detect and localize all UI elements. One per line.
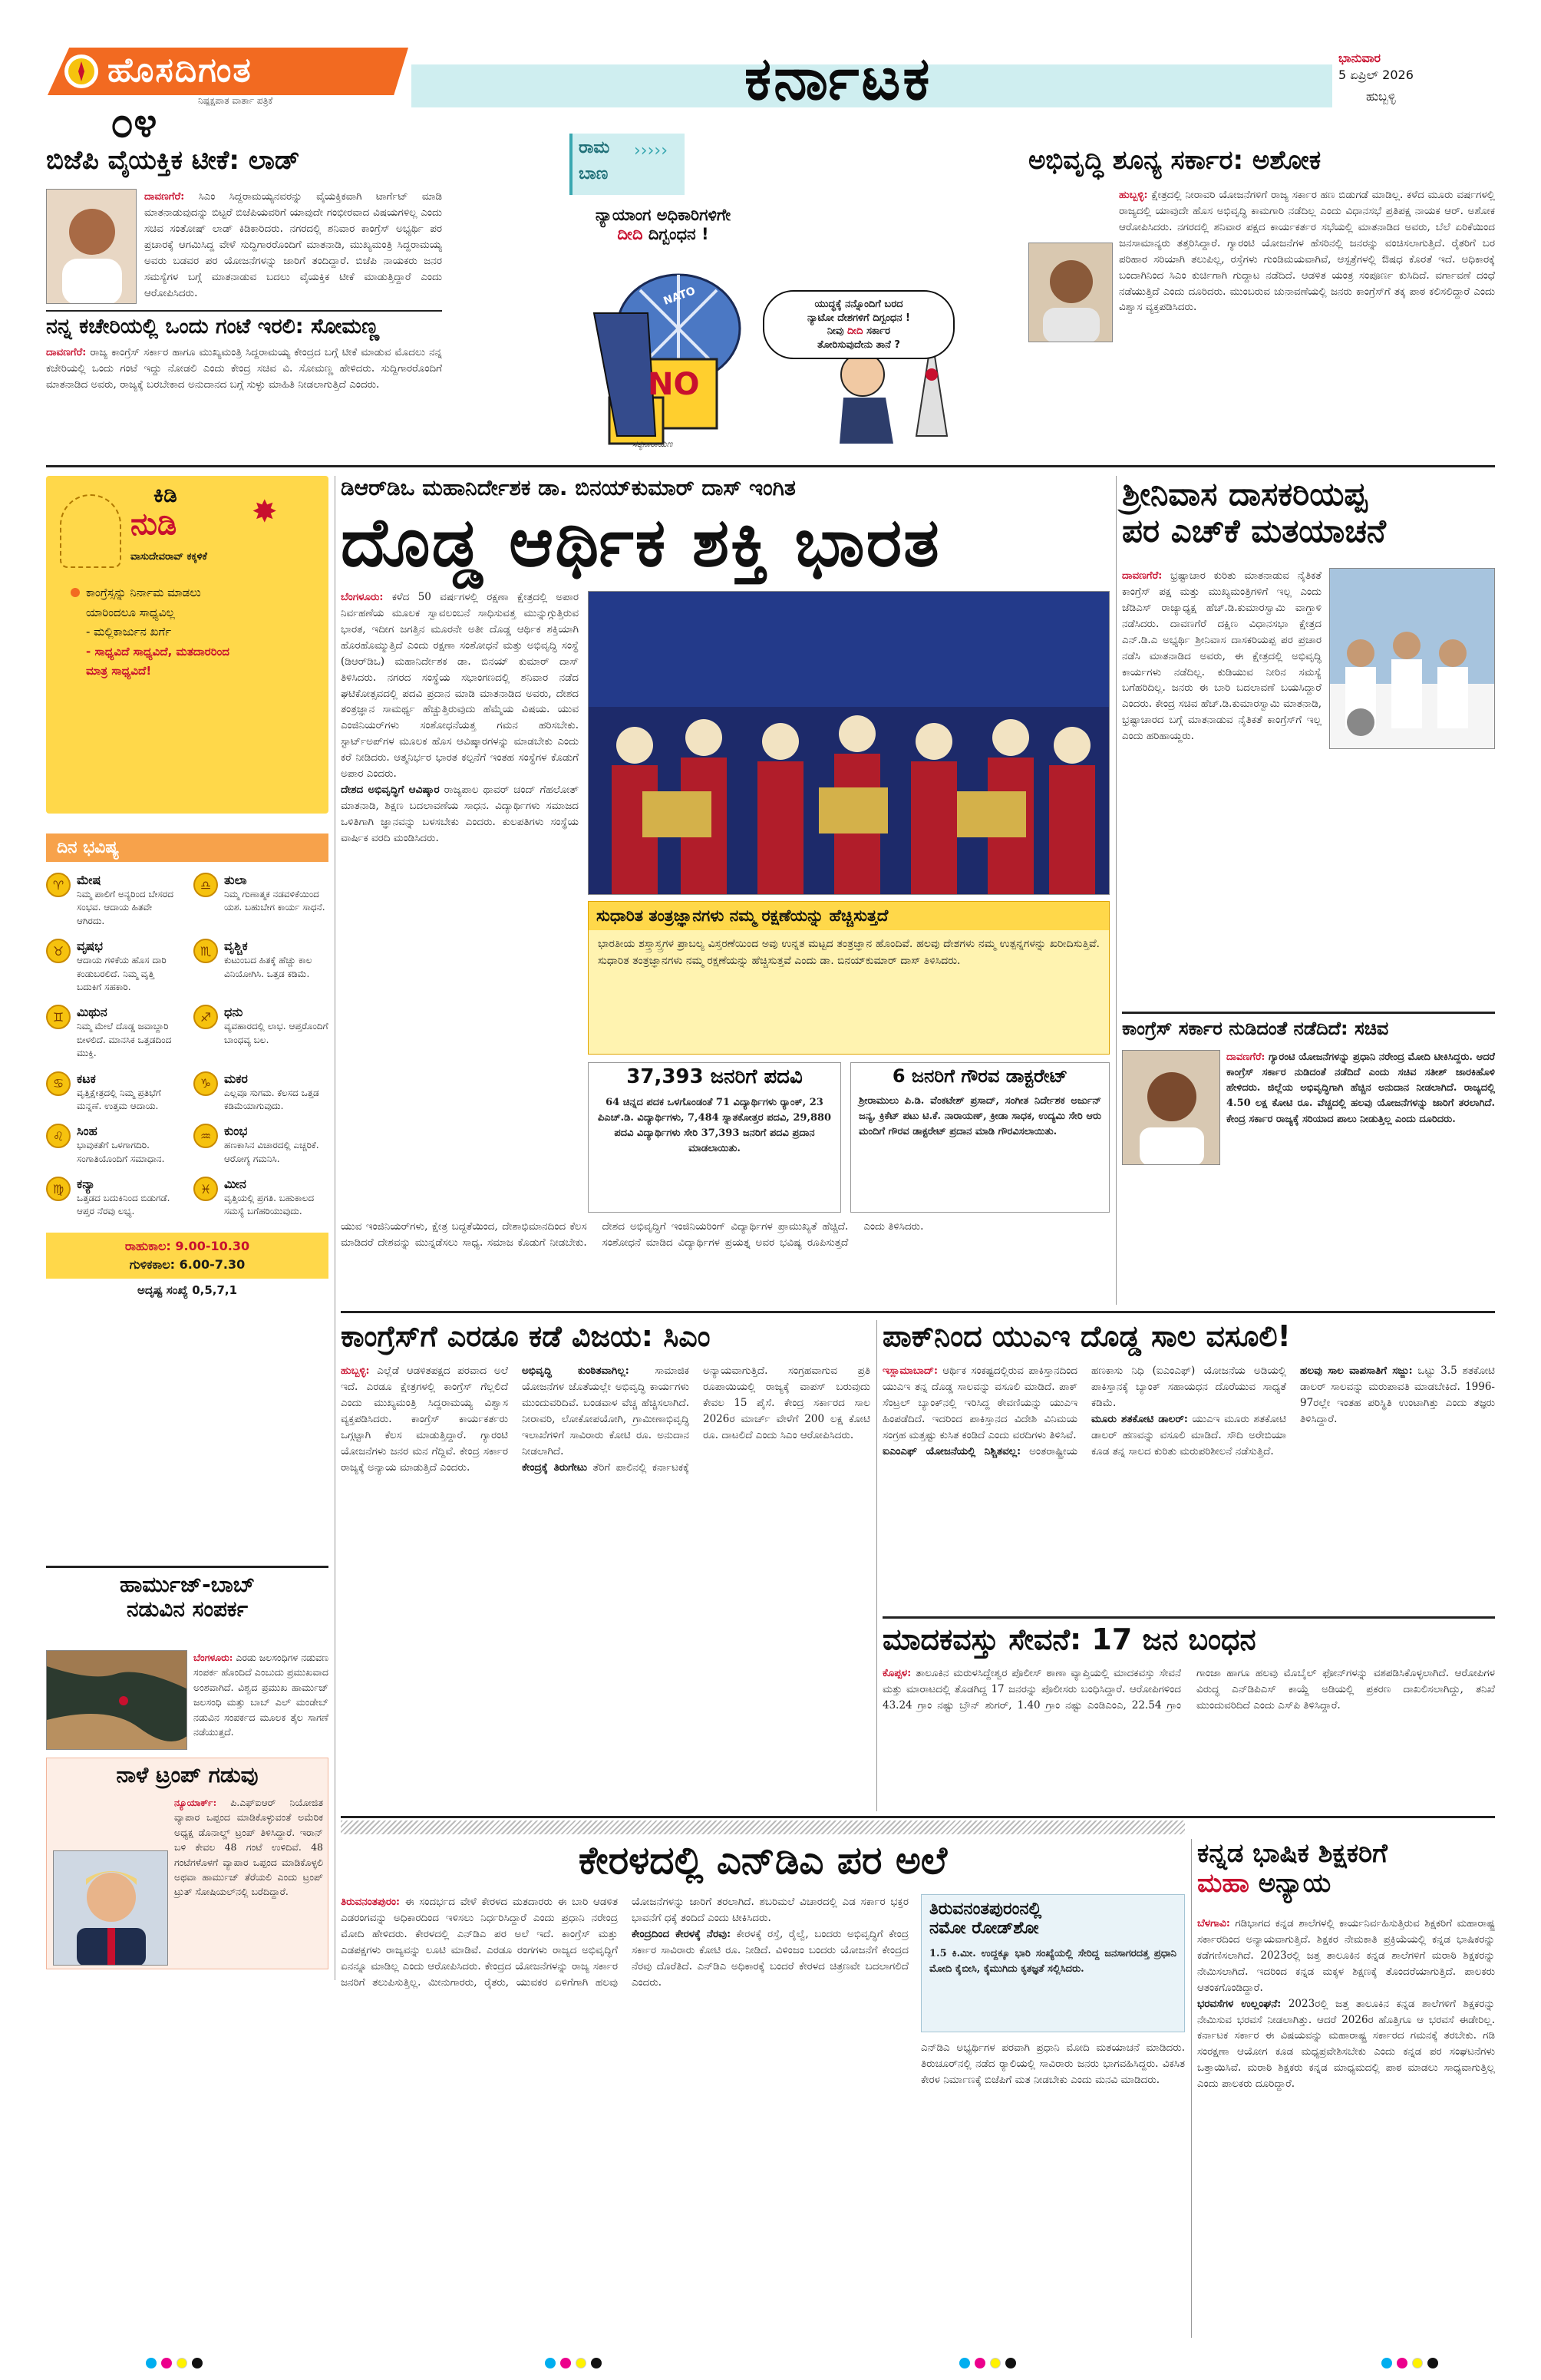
headline: ಶ್ರೀನಿವಾಸ ದಾಸಕರಿಯಪ್ಪ ಪರ ಎಚ್‌ಕೆ ಮತಯಾಚನೆ bbox=[1122, 475, 1386, 550]
sign-simha: ♌ ಸಿಂಹ ಭಾವುಕತೆಗೆ ಒಳಗಾಗದಿರಿ. ಸಂಗಾತಿಯೊಂದಿಗೆ ಸಮಾಧಾನ. bbox=[46, 1124, 181, 1166]
body: ದಾವಣಗೆರೆ: ಸಿಎಂ ಸಿದ್ದರಾಮಯ್ಯನವರನ್ನು ವೈಯಕ್ತಿಕವಾಗಿ ಟಾರ್ಗೆಟ್ ಮಾಡಿ ಮಾತನಾಡುವುದನ್ನು ಬಿಟ್ಟರೆ ಬಿಜೆಪಿಯವರಿಗೆ ಯಾವುದೇ ಗಂಭೀರವಾದ ವಿಷಯಗಳಿಲ್ಲ ಎಂದು ಸಚಿವ ಸಂತೋಷ್ ಲಾಡ್ ಕಿಡಿಕಾರಿದರು. ನಗರದಲ್ಲಿ ಶನಿವಾರ ಕಾಂಗ್ರೆಸ್ ಅಭ್ಯರ್ಥಿ ಪರ ಪ್ರಚಾರಕ್ಕೆ ಆಗಮಿಸಿದ್ದ ವೇಳೆ ಸುದ್ದಿಗಾರರೊಂದಿಗೆ ಮಾತನಾಡಿ, ಮುಖ್ಯಮಂತ್ರಿ ಸಿದ್ದರಾಮಯ್ಯ ಅವರು ಬಡವರ ಪರ ಯೋಜನೆಗಳನ್ನು ಜಾರಿಗೆ ತಂದಿದ್ದಾರೆ. ಬಿಜೆಪಿ ನಾಯಕರು ಜನರ ಸಮಸ್ಯೆಗಳ ಬಗ್ಗೆ ಮಾತನಾಡುವ ಬದಲು ವೈಯಕ್ತಿಕ ಟೀಕೆ ಮಾಡುತ್ತಿದ್ದಾರೆ ಎಂದು ಆರೋಪಿಸಿದರು. bbox=[144, 190, 442, 299]
sign-icon: ♓ bbox=[193, 1177, 218, 1201]
day: ಭಾನುವಾರ bbox=[1338, 51, 1381, 65]
rahu-gulika-box: ರಾಹುಕಾಲ: 9.00-10.30 ಗುಳಿಕಕಾಲ: 6.00-7.30 bbox=[46, 1233, 328, 1279]
hatch-divider bbox=[341, 1820, 1185, 1834]
horoscope-title: ದಿನ ಭವಿಷ್ಯ bbox=[46, 833, 328, 862]
photo-convocation bbox=[588, 591, 1110, 895]
sign-icon: ♋ bbox=[46, 1071, 71, 1096]
kidi-cartoon-icon bbox=[60, 494, 121, 568]
sign-icon: ♐ bbox=[193, 1005, 218, 1029]
roadshow-body: 1.5 ಕಿ.ಮೀ. ಉದ್ದಕ್ಕೂ ಭಾರಿ ಸಂಖ್ಯೆಯಲ್ಲಿ ಸೇರಿದ್ದ ಜನಸಾಗರದತ್ತ ಪ್ರಧಾನಿ ಮೋದಿ ಕೈಬೀಸಿ, ಕೈಮುಗಿದು ಕೃತಜ್ಞತೆ ಸಲ್ಲಿಸಿದರು. bbox=[929, 1947, 1176, 1975]
body-col-bottom: ಯುವ ಇಂಜಿನಿಯರ್‌ಗಳು, ಕ್ಷೇತ್ರ ಬದ್ಧತೆಯಿಂದ, ದೇಶಾಭಿಮಾನದಿಂದ ಕೆಲಸ ಮಾಡಿದರೆ ದೇಶವನ್ನು ಮುನ್ನಡೆಸಲು ಸಾಧ್ಯ. ಸಮಾಜ ಕೊಡುಗೆ ನೀಡಬೇಕು. ದೇಶದ ಅಭಿವೃದ್ಧಿಗೆ ಇಂಜಿನಿಯರಿಂಗ್ ವಿದ್ಯಾರ್ಥಿಗಳ ಪ್ರಾಮುಖ್ಯತೆ ಹೆಚ್ಚಿದೆ. ಸಂಶೋಧನೆ ಮಾಡಿದ ವಿದ್ಯಾರ್ಥಿಗಳ ಪ್ರಯತ್ನ ಅವರ ಭವಿಷ್ಯ ರೂಪಿಸುತ್ತದೆ ಎಂದು ತಿಳಿಸಿದರು. bbox=[341, 1220, 924, 1249]
headline: ಮಾದಕವಸ್ತು ಸೇವನೆ: 17 ಜನ ಬಂಧನ bbox=[883, 1616, 1495, 1657]
doctorate-body: ಶ್ರೀರಾಮುಲು ಪಿ.ಡಿ. ವೆಂಕಟೇಶ್ ಪ್ರಸಾದ್, ಸಂಗೀತ ನಿರ್ದೇಶಕ ಅರ್ಜುನ್ ಜನ್ಯ, ಕ್ರಿಕೆಟ್ ಪಟು ಟಿ.ಕೆ. ನಾರಾಯಣ್, ಕ್ರೀಡಾ ಸಾಧಕ, ಉದ್ಯಮಿ ಸೇರಿ ಆರು ಮಂದಿಗೆ ಗೌರವ ಡಾಕ್ಟರೇಟ್ ಪ್ರದಾನ ಮಾಡಿ ಗೌರವಿಸಲಾಯಿತು. bbox=[859, 1094, 1101, 1137]
sign-meena: ♓ ಮೀನ ವೃತ್ತಿಯಲ್ಲಿ ಪ್ರಗತಿ. ಬಹುಕಾಲದ ಸಮಸ್ಯೆ ಬಗೆಹರಿಯುವುದು. bbox=[193, 1177, 328, 1219]
doctorate-box bbox=[850, 1062, 1110, 1213]
sign-kanya: ♍ ಕನ್ಯಾ ಒತ್ತಡದ ಬದುಕಿನಿಂದ ಬಿಡುಗಡೆ. ಆಪ್ತರ ನೆರವು ಲಭ್ಯ. bbox=[46, 1177, 181, 1219]
headline: ಪಾಕ್‌ನಿಂದ ಯುಎಇ ದೊಡ್ಡ ಸಾಲ ವಸೂಲಿ! bbox=[883, 1319, 1291, 1353]
kidi-author: ವಾಸುದೇವರಾವ್ ಕಕ್ಕಳಿಕೆ bbox=[130, 551, 207, 563]
city: ಹುಬ್ಬಳ್ಳಿ bbox=[1366, 89, 1396, 104]
headline: ಬಿಜೆಪಿ ವೈಯಕ್ತಿಕ ಟೀಕೆ: ಲಾಡ್ bbox=[46, 145, 300, 176]
reg-dot bbox=[1397, 2358, 1407, 2368]
headline: ಕೇರಳದಲ್ಲಿ ಎನ್‌ಡಿಎ ಪರ ಅಲೆ bbox=[578, 1838, 948, 1883]
reg-dot bbox=[545, 2358, 556, 2368]
headline: ಕಾಂಗ್ರೆಸ್ ಸರ್ಕಾರ ನುಡಿದಂತೆ ನಡೆದಿದೆ: ಸಚಿವ bbox=[1122, 1012, 1495, 1040]
cartoon-caption: ನ್ಯಾಯಾಂಗ ಅಧಿಕಾರಿಗಳಿಗೇ ದೀದಿ ದಿಗ್ಬಂಧನ ! bbox=[595, 206, 731, 243]
rama-bana-tag: ರಾಮ ಬಾಣ ››››› bbox=[569, 134, 685, 195]
body: ದಾವಣಗೆರೆ: ಭ್ರಷ್ಟಾಚಾರ ಕುರಿತು ಮಾತನಾಡುವ ನೈತಿಕತೆ ಕಾಂಗ್ರೆಸ್ ಪಕ್ಷ ಮತ್ತು ಮುಖ್ಯಮಂತ್ರಿಗಳಿಗೆ ಇಲ್ಲ ಎಂದು ಜೆಡಿಎಸ್ ರಾಜ್ಯಾಧ್ಯಕ್ಷ ಹೆಚ್.ಡಿ.ಕುಮಾರಸ್ವಾಮಿ ವಾಗ್ದಾಳಿ ನಡೆಸಿದರು. ದಾವಣಗೆರೆ ದಕ್ಷಿಣ ವಿಧಾನಸಭಾ ಕ್ಷೇತ್ರದ ಎನ್.ಡಿ.ಎ ಅಭ್ಯರ್ಥಿ ಶ್ರೀನಿವಾಸ ದಾಸಕರಿಯಪ್ಪ ಪರ ಪ್ರಚಾರ ನಡೆಸಿ ಮಾತನಾಡಿದ ಅವರು, ಈ ಕ್ಷೇತ್ರದಲ್ಲಿ ಅಭಿವೃದ್ಧಿ ಕಾರ್ಯಗಳು ನಡೆದಿಲ್ಲ. ಕುಡಿಯುವ ನೀರಿನ ಸಮಸ್ಯೆ ಬಗೆಹರಿದಿಲ್ಲ. ಜನರು ಈ ಬಾರಿ ಬದಲಾವಣೆ ಬಯಸಿದ್ದಾರೆ ಎಂದರು. ಕೇಂದ್ರ ಸಚಿವ ಹೆಚ್.ಡಿ.ಕುಮಾರಸ್ವಾಮಿ ಮಾತನಾಡಿ, ಭ್ರಷ್ಟಾಚಾರದ ಬಗ್ಗೆ ಮಾತನಾಡುವ ನೈತಿಕತೆ ಕಾಂಗ್ರೆಸ್‌ಗೆ ಇಲ್ಲ ಎಂದು ಹರಿಹಾಯ್ದರು. bbox=[1122, 569, 1322, 743]
lucky-number: ಅದೃಷ್ಟ ಸಂಖ್ಯೆ 0,5,7,1 bbox=[137, 1282, 238, 1297]
brand-logo-block bbox=[48, 48, 408, 147]
doctorate-title: 6 ಜನರಿಗೆ ಗೌರವ ಡಾಕ್ಟರೇಟ್ bbox=[892, 1065, 1068, 1087]
story-pak bbox=[883, 1320, 1495, 1612]
body: ದಾವಣಗೆರೆ: ರಾಜ್ಯ ಕಾಂಗ್ರೆಸ್ ಸರ್ಕಾರ ಹಾಗೂ ಮುಖ್ಯಮಂತ್ರಿ ಸಿದ್ದರಾಮಯ್ಯ ಕೇಂದ್ರದ ಬಗ್ಗೆ ಟೀಕೆ ಮಾಡುವ ಮೊದಲು ನನ್ನ ಕಚೇರಿಯಲ್ಲಿ ಒಂದು ಗಂಟೆ ಇದ್ದು ನೋಡಲಿ ಎಂದು ಕೇಂದ್ರ ಸಚಿವ ವಿ. ಸೋಮಣ್ಣ ಹೇಳಿದರು. ಸುದ್ದಿಗಾರರೊಂದಿಗೆ ಮಾತನಾಡಿದ ಅವರು, ರಾಜ್ಯಕ್ಕೆ ಬರಬೇಕಾದ ಅನುದಾನದ ಬಗ್ಗೆ ಸುಳ್ಳು ಮಾಹಿತಿ ನೀಡಲಾಗುತ್ತಿದೆ ಎಂದರು. bbox=[46, 346, 442, 391]
nato-label: NATO bbox=[662, 285, 698, 308]
date: 5 ಏಪ್ರಿಲ್ 2026 bbox=[1338, 68, 1414, 82]
body: ಕೊಪ್ಪಳ: ತಾಲೂಕಿನ ಮರುಳಸಿದ್ದೇಶ್ವರ ಪೊಲೀಸ್ ಠಾಣಾ ವ್ಯಾಪ್ತಿಯಲ್ಲಿ ಮಾದಕವಸ್ತು ಸೇವನೆ ಮತ್ತು ಮಾರಾಟದಲ್ಲಿ ತೊಡಗಿದ್ದ 17 ಜನರನ್ನು ಪೊಲೀಸರು ಬಂಧಿಸಿದ್ದಾರೆ. ಆರೋಪಿಗಳಿಂದ 43.24 ಗ್ರಾಂ ನಷ್ಟು ಬ್ರೌನ್ ಶುಗರ್, 1.40 ಗ್ರಾಂ ನಷ್ಟು ಎಂಡಿಎಂಎ, 22.54 ಗ್ರಾಂ ಗಾಂಜಾ ಹಾಗೂ ಹಲವು ಮೊಬೈಲ್ ಫೋನ್‌ಗಳನ್ನು ವಶಪಡಿಸಿಕೊಳ್ಳಲಾಗಿದೆ. ಆರೋಪಿಗಳ ವಿರುದ್ಧ ಎನ್‌ಡಿಪಿಎಸ್ ಕಾಯ್ದೆ ಅಡಿಯಲ್ಲಿ ಪ್ರಕರಣ ದಾಖಲಿಸಲಾಗಿದ್ದು, ತನಿಖೆ ಮುಂದುವರಿದಿದೆ ಎಂದು ಎಸ್‌ಪಿ ತಿಳಿಸಿದ್ದಾರೆ. bbox=[883, 1667, 1495, 1712]
callout-title: ಸುಧಾರಿತ ತಂತ್ರಜ್ಞಾನಗಳು ನಮ್ಮ ರಕ್ಷಣೆಯನ್ನು ಹೆಚ್ಚಿಸುತ್ತದೆ bbox=[589, 902, 1109, 930]
sign-kataka: ♋ ಕಟಕ ವೃತ್ತಿಕ್ಷೇತ್ರದಲ್ಲಿ ನಿಮ್ಮ ಪ್ರತಿಭೆಗೆ ಮನ್ನಣೆ. ಉತ್ತಮ ಆದಾಯ. bbox=[46, 1071, 181, 1114]
reg-dot bbox=[990, 2358, 1001, 2368]
reg-dot bbox=[192, 2358, 203, 2368]
horoscope bbox=[46, 833, 328, 1555]
kidi-nudi-box bbox=[46, 476, 328, 814]
graduates-title: 37,393 ಜನರಿಗೆ ಪದವಿ bbox=[626, 1065, 803, 1088]
body-col-1: ಬೆಂಗಳೂರು: ಕಳೆದ 50 ವರ್ಷಗಳಲ್ಲಿ ರಕ್ಷಣಾ ಕ್ಷೇತ್ರದಲ್ಲಿ ಅಪಾರ ನಿರ್ವಹಣೆಯ ಮೂಲಕ ಸ್ವಾವಲಂಬನೆ ಸಾಧಿಸುವತ್ತ ಮುನ್ನುಗ್ಗುತ್ತಿರುವ ಭಾರತ, ಇದೀಗ ಜಗತ್ತಿನ ಮೂರನೇ ಅತೀ ದೊಡ್ಡ ಆರ್ಥಿಕ ಶಕ್ತಿಯಾಗಿ ಹೊರಹೊಮ್ಮುತ್ತಿದೆ ಎಂದು ರಕ್ಷಣಾ ಸಂಶೋಧನೆ ಮತ್ತು ಅಭಿವೃದ್ಧಿ ಸಂಸ್ಥೆ (ಡಿಆರ್‌ಡಿಒ) ಮಹಾನಿರ್ದೇಶಕ ಡಾ. ಬಿನಯ್ ಕುಮಾರ್ ದಾಸ್ ತಿಳಿಸಿದರು. ನಗರದ ಸಂಸ್ಥೆಯ ಸಭಾಂಗಣದಲ್ಲಿ ಶನಿವಾರ ನಡೆದ ಘಟಿಕೋತ್ಸವದಲ್ಲಿ ಪದವಿ ಪ್ರದಾನ ಮಾಡಿ ಮಾತನಾಡಿದ ಅವರು, ದೇಶದ ತಂತ್ರಜ್ಞಾನ ಸಾಮರ್ಥ್ಯ ಹೆಚ್ಚುತ್ತಿರುವುದು ಹೆಮ್ಮೆಯ ವಿಷಯ. ಯುವ ಎಂಜಿನಿಯರ್‌ಗಳು ಸಂಶೋಧನೆಯತ್ತ ಗಮನ ಹರಿಸಬೇಕು. ಸ್ಟಾರ್ಟ್‌ಅಪ್‌ಗಳ ಮೂಲಕ ಹೊಸ ಆವಿಷ್ಕಾರಗಳನ್ನು ಮಾಡಬೇಕು ಎಂದು ಕರೆ ನೀಡಿದರು. ಆತ್ಮನಿರ್ಭರ ಭಾರತ ಕಲ್ಪನೆಗೆ ಇಂತಹ ಸಂಸ್ಥೆಗಳ ಕೊಡುಗೆ ಅಪಾರ ಎಂದರು. ದೇಶದ ಅಭಿವೃದ್ಧಿಗೆ ಆವಿಷ್ಕಾರ ರಾಜ್ಯಪಾಲ ಥಾವರ್ ಚಂದ್ ಗೆಹಲೋತ್ ಮಾತನಾಡಿ, ಶಿಕ್ಷಣ ಬದಲಾವಣೆಯ ಸಾಧನ. ವಿದ್ಯಾರ್ಥಿಗಳು ಸಮಾಜದ ಒಳಿತಿಗಾಗಿ ಜ್ಞಾನವನ್ನು ಬಳಸಬೇಕು ಎಂದರು. ಕುಲಪತಿಗಳು ಸಂಸ್ಥೆಯ ವಾರ್ಷಿಕ ವರದಿ ಮಂಡಿಸಿದರು. bbox=[341, 591, 579, 844]
story-hormuz bbox=[46, 1566, 328, 1750]
cartoon-panel bbox=[456, 129, 1021, 459]
reg-dot bbox=[1005, 2358, 1016, 2368]
reg-dot bbox=[1427, 2358, 1438, 2368]
roadshow-box bbox=[921, 1894, 1185, 2032]
sign-mesha: ♈ ಮೇಷ ನಿಮ್ಮ ಪಾಲಿಗೆ ಅನ್ಯರಿಂದ ಬೇಸರದ ಸಂಭವ. ಆದಾಯ ಹಿತವೇ ಆಗಿರದು. bbox=[46, 873, 181, 928]
body: ಬೆಂಗಳೂರು: ಎರಡು ಜಲಸಂಧಿಗಳ ನಡುವಣ ಸಂಪರ್ಕ ಹೊಂದಿದೆ ಎಂಬುದು ಪ್ರಮುಖವಾದ ಅಂಶವಾಗಿದೆ. ವಿಶ್ವದ ಪ್ರಮುಖ ಹಾರ್ಮುಜ್ ಜಲಸಂಧಿ ಮತ್ತು ಬಾಬ್ ಎಲ್ ಮಂಡೇಬ್ ನಡುವಿನ ಸಂಪರ್ಕದ ಮೂಲಕ ತೈಲ ಸಾಗಣೆ ನಡೆಯುತ್ತದೆ. bbox=[193, 1652, 328, 1738]
paper-tagline: ನಿಷ್ಪಕ್ಷಪಾತ ವಾರ್ತಾ ಪತ್ರಿಕೆ bbox=[198, 95, 273, 106]
story-teachers bbox=[1197, 1839, 1495, 2338]
body-right: ಎನ್‌ಡಿಎ ಅಭ್ಯರ್ಥಿಗಳ ಪರವಾಗಿ ಪ್ರಧಾನಿ ಮೋದಿ ಮತಯಾಚನೆ ಮಾಡಿದರು. ತಿರುಚೂರ್‌ನಲ್ಲಿ ನಡೆದ ರ‍್ಯಾಲಿಯಲ್ಲಿ ಸಾವಿರಾರು ಜನರು ಭಾಗವಹಿಸಿದ್ದರು. ವಿಕಸಿತ ಕೇರಳ ನಿರ್ಮಾಣಕ್ಕೆ ಬಿಜೆಪಿಗೆ ಮತ ನೀಡಬೇಕು ಎಂದು ಮನವಿ ಮಾಡಿದರು. bbox=[921, 2042, 1185, 2086]
brand-emblem-icon bbox=[64, 54, 98, 88]
reg-dot bbox=[1381, 2358, 1392, 2368]
story-drugs bbox=[883, 1616, 1495, 1813]
sign-icon: ♍ bbox=[46, 1177, 71, 1201]
sign-makara: ♑ ಮಕರ ಎಲ್ಲವೂ ಸುಗಮ. ಕೆಲಸದ ಒತ್ತಡ ಕಡಿಮೆಯಾಗುವುದು. bbox=[193, 1071, 328, 1114]
reg-dot bbox=[959, 2358, 970, 2368]
headline: ಕನ್ನಡ ಭಾಷಿಕ ಶಿಕ್ಷಕರಿಗೆ ಮಹಾ ಅನ್ಯಾಯ bbox=[1197, 1838, 1388, 1900]
story-srinivas bbox=[1122, 476, 1495, 1005]
cartoon-speech-bubble: ಯುದ್ಧಕ್ಕೆ ನನ್ನೊಂದಿಗೆ ಬರದ ನ್ಯಾಟೋ ದೇಶಗಳಿಗೆ ದಿಗ್ಬಂಧನ ! ನೀವು ದೀದಿ ಸರ್ಕಾರ ತೋರಿಸುವುದೇನು ತಾನೆ ? bbox=[763, 290, 955, 359]
section-title: ಕರ್ನಾಟಕ bbox=[744, 45, 932, 114]
story-ashok bbox=[1028, 146, 1495, 459]
sign-icon: ♊ bbox=[46, 1005, 71, 1029]
sign-vrishchika: ♏ ವೃಶ್ಚಿಕ ಕುಟುಂಬದ ಹಿತಕ್ಕೆ ಹೆಚ್ಚು ಕಾಲ ವಿನಿಯೋಗಿಸಿ. ಒತ್ತಡ ಕಡಿಮೆ. bbox=[193, 939, 328, 994]
graduates-box bbox=[588, 1062, 841, 1213]
reg-dot bbox=[146, 2358, 157, 2368]
body: ದಾವಣಗೆರೆ: ಗ್ಯಾರಂಟಿ ಯೋಜನೆಗಳನ್ನು ಪ್ರಧಾನಿ ನರೇಂದ್ರ ಮೋದಿ ಟೀಕಿಸಿದ್ದರು. ಆದರೆ ಕಾಂಗ್ರೆಸ್ ಸರ್ಕಾರ ನುಡಿದಂತೆ ನಡೆದಿದೆ ಎಂದು ಸಚಿವ ಸತೀಶ್ ಜಾರಕಿಹೊಳಿ ಹೇಳಿದರು. ಜಿಲ್ಲೆಯ ಅಭಿವೃದ್ಧಿಗಾಗಿ ಹೆಚ್ಚಿನ ಅನುದಾನ ನೀಡಲಾಗಿದೆ. ರಾಜ್ಯದಲ್ಲಿ 4.50 ಲಕ್ಷ ಕೋಟಿ ರೂ. ವೆಚ್ಚದಲ್ಲಿ ಹಲವು ಯೋಜನೆಗಳನ್ನು ಜಾರಿಗೆ ತರಲಾಗಿದೆ. ಕೇಂದ್ರ ಸರ್ಕಾರ ರಾಜ್ಯಕ್ಕೆ ಸರಿಯಾದ ಪಾಲು ನೀಡುತ್ತಿಲ್ಲ ಎಂದು ದೂರಿದರು. bbox=[1226, 1051, 1495, 1125]
photo-santosh-lad bbox=[46, 189, 137, 304]
story-bjp bbox=[46, 146, 442, 307]
kicker: ಡಿಆರ್‌ಡಿಒ ಮಹಾನಿರ್ದೇಶಕ ಡಾ. ಬಿನಯ್‌ಕುಮಾರ್ ದಾಸ್ ಇಂಗಿತ bbox=[341, 475, 796, 500]
sign-mithuna: ♊ ಮಿಥುನ ನಿಮ್ಮ ಮೇಲೆ ದೊಡ್ಡ ಜವಾಬ್ದಾರಿ ಬೀಳಲಿದೆ. ಮಾನಸಿಕ ಒತ್ತಡದಿಂದ ಮುಕ್ತಿ. bbox=[46, 1005, 181, 1060]
body: ಬೆಳಗಾವಿ: ಗಡಿಭಾಗದ ಕನ್ನಡ ಶಾಲೆಗಳಲ್ಲಿ ಕಾರ್ಯನಿರ್ವಹಿಸುತ್ತಿರುವ ಶಿಕ್ಷಕರಿಗೆ ಮಹಾರಾಷ್ಟ್ರ ಸರ್ಕಾರದಿಂದ ಅನ್ಯಾಯವಾಗುತ್ತಿದೆ. ಶಿಕ್ಷಕರ ನೇಮಕಾತಿ ಪ್ರಕ್ರಿಯೆಯಲ್ಲಿ ಕನ್ನಡ ಭಾಷಿಕರನ್ನು ಕಡೆಗಣಿಸಲಾಗಿದೆ. 2023ರಲ್ಲಿ ಜತ್ತ ತಾಲೂಕಿನ ಕನ್ನಡ ಶಾಲೆಗಳಿಗೆ ಮರಾಠಿ ಶಿಕ್ಷಕರನ್ನು ನೇಮಿಸಲಾಗಿದೆ. ಇದರಿಂದ ಕನ್ನಡ ಮಕ್ಕಳ ಶಿಕ್ಷಣಕ್ಕೆ ತೊಂದರೆಯಾಗುತ್ತಿದೆ. ಪಾಲಕರು ಆತಂಕಗೊಂಡಿದ್ದಾರೆ. ಭರವಸೆಗಳ ಉಲ್ಲಂಘನೆ: 2023ರಲ್ಲಿ ಜತ್ತ ತಾಲೂಕಿನ ಕನ್ನಡ ಶಾಲೆಗಳಿಗೆ ಶಿಕ್ಷಕರನ್ನು ನೇಮಿಸುವ ಭರವಸೆ ನೀಡಲಾಗಿತ್ತು. ಆದರೆ 2026ರ ಹೊತ್ತಿಗೂ ಆ ಭರವಸೆ ಈಡೇರಿಲ್ಲ. ಕರ್ನಾಟಕ ಸರ್ಕಾರ ಈ ವಿಷಯವನ್ನು ಮಹಾರಾಷ್ಟ್ರ ಸರ್ಕಾರದ ಗಮನಕ್ಕೆ ತರಬೇಕು. ಗಡಿ ಸಂರಕ್ಷಣಾ ಆಯೋಗ ಕೂಡ ಮಧ್ಯಪ್ರವೇಶಿಸಬೇಕು ಎಂದು ಕನ್ನಡ ಪರ ಸಂಘಟನೆಗಳು ಒತ್ತಾಯಿಸಿವೆ. ಮರಾಠಿ ಶಿಕ್ಷಕರು ಕನ್ನಡ ಮಾಧ್ಯಮದಲ್ಲಿ ಪಾಠ ಮಾಡಲು ಸಾಧ್ಯವಾಗುತ್ತಿಲ್ಲ ಎಂದು ಪಾಲಕರು ದೂರಿದ್ದಾರೆ. bbox=[1197, 1917, 1495, 2091]
headline: ಹಾರ್ಮುಜ್-ಬಾಬ್ ನಡುವಿನ ಸಂಪರ್ಕ bbox=[46, 1566, 328, 1622]
no-block-label: NO bbox=[648, 367, 700, 402]
reg-dot bbox=[560, 2358, 571, 2368]
story-somanna bbox=[46, 315, 442, 457]
date-block bbox=[1338, 51, 1492, 104]
story-satish bbox=[1122, 1012, 1495, 1306]
sign-vrishabha: ♉ ವೃಷಭ ಆದಾಯ ಗಳಿಕೆಯ ಹೊಸ ದಾರಿ ಕಂಡುಬರಲಿದೆ. ನಿಮ್ಮ ವೃತ್ತಿ ಬದುಕಿಗೆ ಸಹಕಾರಿ. bbox=[46, 939, 181, 994]
body: ಹುಬ್ಬಳ್ಳಿ: ಕ್ಷೇತ್ರದಲ್ಲಿ ನೀರಾವರಿ ಯೋಜನೆಗಳಿಗೆ ರಾಜ್ಯ ಸರ್ಕಾರ ಹಣ ಬಿಡುಗಡೆ ಮಾಡಿಲ್ಲ. ಕಳೆದ ಮೂರು ವರ್ಷಗಳಲ್ಲಿ ರಾಜ್ಯದಲ್ಲಿ ಯಾವುದೇ ಹೊಸ ಅಭಿವೃದ್ಧಿ ಕಾಮಗಾರಿ ನಡೆದಿಲ್ಲ ಎಂದು ವಿಧಾನಸಭೆ ಪ್ರತಿಪಕ್ಷ ನಾಯಕ ಆರ್. ಅಶೋಕ ಆರೋಪಿಸಿದರು. ನಗರದಲ್ಲಿ ಶನಿವಾರ ಪಕ್ಷದ ಕಾರ್ಯಕರ್ತರ ಸಭೆಯಲ್ಲಿ ಮಾತನಾಡಿದ ಅವರು, ಬೆಲೆ ಏರಿಕೆಯಿಂದ ಜನಸಾಮಾನ್ಯರು ತತ್ತರಿಸಿದ್ದಾರೆ. ಗ್ಯಾರಂಟಿ ಯೋಜನೆಗಳ ಹೆಸರಿನಲ್ಲಿ ಜನರನ್ನು ವಂಚಿಸಲಾಗುತ್ತಿದೆ. ರೈತರಿಗೆ ಬರ ಪರಿಹಾರ ಸರಿಯಾಗಿ ತಲುಪಿಲ್ಲ, ರಸ್ತೆಗಳು ಗುಂಡಿಮಯವಾಗಿವೆ, ಆಸ್ಪತ್ರೆಗಳಲ್ಲಿ ಔಷಧ ಕೊರತೆ ಇದೆ. ಅಧಿಕಾರಕ್ಕೆ ಬಂದಾಗಿನಿಂದ ಸಿಎಂ ಕುರ್ಚಿಗಾಗಿ ಗುದ್ದಾಟ ನಡೆದಿದೆ. ಆಡಳಿತ ಯಂತ್ರ ಸಂಪೂರ್ಣ ಕುಸಿದಿದೆ. ವರ್ಗಾವಣೆ ದಂಧೆ ನಡೆಯುತ್ತಿದೆ ಎಂದು ದೂರಿದರು. ಮುಂಬರುವ ಚುನಾವಣೆಯಲ್ಲಿ ಜನರು ಕಾಂಗ್ರೆಸ್‌ಗೆ ತಕ್ಕ ಪಾಠ ಕಲಿಸಲಿದ್ದಾರೆ ಎಂದು ವಿಶ್ವಾಸ ವ್ಯಕ್ತಪಡಿಸಿದರು. bbox=[1119, 189, 1495, 314]
reg-dot bbox=[177, 2358, 187, 2368]
callout-box bbox=[588, 901, 1110, 1055]
story-cm bbox=[341, 1320, 870, 1811]
reg-dot bbox=[1412, 2358, 1423, 2368]
body: ಹುಬ್ಬಳ್ಳಿ: ಎಲ್ಲೆಡೆ ಆಡಳಿತಪಕ್ಷದ ಪರವಾದ ಅಲೆ ಇದೆ. ಎರಡೂ ಕ್ಷೇತ್ರಗಳಲ್ಲಿ ಕಾಂಗ್ರೆಸ್ ಗೆಲ್ಲಲಿದೆ ಎಂದು ಮುಖ್ಯಮಂತ್ರಿ ಸಿದ್ದರಾಮಯ್ಯ ವಿಶ್ವಾಸ ವ್ಯಕ್ತಪಡಿಸಿದರು. ಕಾಂಗ್ರೆಸ್ ಕಾರ್ಯಕರ್ತರು ಒಗ್ಗಟ್ಟಾಗಿ ಕೆಲಸ ಮಾಡುತ್ತಿದ್ದಾರೆ. ಗ್ಯಾರಂಟಿ ಯೋಜನೆಗಳು ಜನರ ಮನ ಗೆದ್ದಿವೆ. ಕೇಂದ್ರ ಸರ್ಕಾರ ರಾಜ್ಯಕ್ಕೆ ಅನ್ಯಾಯ ಮಾಡುತ್ತಿದೆ ಎಂದರು. ಅಭಿವೃದ್ಧಿ ಕುಂಠಿತವಾಗಿಲ್ಲ: ಸಾಮಾಜಿಕ ಯೋಜನೆಗಳ ಜೊತೆಯಲ್ಲೇ ಅಭಿವೃದ್ಧಿ ಕಾರ್ಯಗಳು ಮುಂದುವರಿದಿವೆ. ಬಂಡವಾಳ ವೆಚ್ಚ ಹೆಚ್ಚಿಸಲಾಗಿದೆ. ನೀರಾವರಿ, ಲೋಕೋಪಯೋಗಿ, ಗ್ರಾಮೀಣಾಭಿವೃದ್ಧಿ ಇಲಾಖೆಗಳಿಗೆ ಸಾವಿರಾರು ಕೋಟಿ ರೂ. ಅನುದಾನ ನೀಡಲಾಗಿದೆ. ಕೇಂದ್ರಕ್ಕೆ ತಿರುಗೇಟು ತೆರಿಗೆ ಪಾಲಿನಲ್ಲಿ ಕರ್ನಾಟಕಕ್ಕೆ ಅನ್ಯಾಯವಾಗುತ್ತಿದೆ. ಸಂಗ್ರಹವಾಗುವ ಪ್ರತಿ ರೂಪಾಯಿಯಲ್ಲಿ ರಾಜ್ಯಕ್ಕೆ ವಾಪಸ್ ಬರುವುದು ಕೇವಲ 15 ಪೈಸೆ. ಕೇಂದ್ರ ಸರ್ಕಾರದ ಸಾಲ 2026ರ ಮಾರ್ಚ್ ವೇಳೆಗೆ 200 ಲಕ್ಷ ಕೋಟಿ ರೂ. ದಾಟಲಿದೆ ಎಂದು ಸಿಎಂ ಆರೋಪಿಸಿದರು. bbox=[341, 1365, 870, 1474]
reg-dot bbox=[591, 2358, 602, 2368]
arrow-icon: ››››› bbox=[634, 141, 668, 160]
body-left: ತಿರುವನಂತಪುರಂ: ಈ ಸಂದರ್ಭದ ವೇಳೆ ಕೇರಳದ ಮತದಾರರು ಈ ಬಾರಿ ಆಡಳಿತ ಎಡರಂಗವನ್ನು ಅಧಿಕಾರದಿಂದ ಇಳಿಸಲು ನಿರ್ಧರಿಸಿದ್ದಾರೆ ಎಂದು ಪ್ರಧಾನಿ ನರೇಂದ್ರ ಮೋದಿ ಹೇಳಿದರು. ಕೇರಳದಲ್ಲಿ ಎನ್‌ಡಿಎ ಪರ ಅಲೆ ಇದೆ. ಕಾಂಗ್ರೆಸ್ ಮತ್ತು ಎಡಪಕ್ಷಗಳು ರಾಜ್ಯವನ್ನು ಲೂಟಿ ಮಾಡಿವೆ. ಎರಡೂ ರಂಗಗಳು ರಾಜ್ಯದ ಅಭಿವೃದ್ಧಿಗೆ ಏನನ್ನೂ ಮಾಡಿಲ್ಲ ಎಂದು ಆರೋಪಿಸಿದರು. ಕೇಂದ್ರದ ಯೋಜನೆಗಳನ್ನು ರಾಜ್ಯ ಸರ್ಕಾರ ಜನರಿಗೆ ತಲುಪಿಸುತ್ತಿಲ್ಲ. ಮೀನುಗಾರರು, ರೈತರು, ಯುವಕರ ಏಳಿಗೆಗಾಗಿ ಹಲವು ಯೋಜನೆಗಳನ್ನು ಜಾರಿಗೆ ತರಲಾಗಿದೆ. ಶಬರಿಮಲೆ ವಿಚಾರದಲ್ಲಿ ಎಡ ಸರ್ಕಾರ ಭಕ್ತರ ಭಾವನೆಗೆ ಧಕ್ಕೆ ತಂದಿದೆ ಎಂದು ಟೀಕಿಸಿದರು. ಕೇಂದ್ರದಿಂದ ಕೇರಳಕ್ಕೆ ನೆರವು: ಕೇರಳಕ್ಕೆ ರಸ್ತೆ, ರೈಲ್ವೆ, ಬಂದರು ಅಭಿವೃದ್ಧಿಗೆ ಕೇಂದ್ರ ಸರ್ಕಾರ ಸಾವಿರಾರು ಕೋಟಿ ರೂ. ನೀಡಿದೆ. ವಿಳಿಂಜಂ ಬಂದರು ಯೋಜನೆಗೆ ಕೇಂದ್ರದ ನೆರವು ದೊರೆತಿದೆ. ಎನ್‌ಡಿಎ ಅಧಿಕಾರಕ್ಕೆ ಬಂದರೆ ಕೇರಳದ ಚಿತ್ರಣವೇ ಬದಲಾಗಲಿದೆ ಎಂದರು. bbox=[341, 1896, 909, 1989]
roadshow-title: ತಿರುವನಂತಪುರಂನಲ್ಲಿ ನಮೋ ರೋಡ್‌ಶೋ bbox=[929, 1900, 1042, 1939]
story-kerala bbox=[341, 1839, 1185, 2338]
nudi-title: ನುಡಿ bbox=[130, 507, 177, 542]
sign-icon: ♉ bbox=[46, 939, 71, 963]
lead-story bbox=[341, 476, 1110, 1305]
kidi-title: ಕಿಡಿ bbox=[153, 482, 177, 507]
sign-icon: ♎ bbox=[193, 873, 218, 897]
paper-name: ಹೊಸದಿಗಂತ bbox=[107, 51, 252, 90]
body: ನ್ಯೂಯಾರ್ಕ್: ಪಿ.ಎಫ್‌ಐಆರ್ ನಿಯೋಜಿತ ವ್ಯಾಪಾರ ಒಪ್ಪಂದ ಮಾಡಿಕೊಳ್ಳುವಂತೆ ಅಮೆರಿಕ ಅಧ್ಯಕ್ಷ ಡೊನಾಲ್ಡ್ ಟ್ರಂಪ್ ತಿಳಿಸಿದ್ದಾರೆ. ಇರಾನ್ ಬಳಿ ಕೇವಲ 48 ಗಂಟೆ ಉಳಿದಿವೆ. 48 ಗಂಟೆಗಳೊಳಗೆ ವ್ಯಾಪಾರ ಒಪ್ಪಂದ ಮಾಡಿಕೊಳ್ಳಲಿ ಅಥವಾ ಹಾರ್ಮುಜ್ ತೆರೆಯಲಿ ಎಂದು ಟ್ರಂಪ್ ಟ್ರುತ್ ಸೋಷಿಯಲ್‌ನಲ್ಲಿ ಬರೆದಿದ್ದಾರೆ. bbox=[174, 1797, 323, 1898]
headline: ಕಾಂಗ್ರೆಸ್‌ಗೆ ಎರಡೂ ಕಡೆ ವಿಜಯ: ಸಿಎಂ bbox=[341, 1319, 711, 1353]
kidi-lines: ಕಾಂಗ್ರೆಸ್ಸನ್ನು ನಿರ್ನಾಮ ಮಾಡಲು ಯಾರಿಂದಲೂ ಸಾಧ್ಯವಿಲ್ಲ - ಮಲ್ಲಿಕಾರ್ಜುನ ಖರ್ಗೆ - ಸಾಧ್ಯವಿದೆ ಸಾಧ್ಯವಿದೆ, ಮತದಾರರಿಂದ ಮಾತ್ರ ಸಾಧ್ಯವಿದೆ! bbox=[86, 586, 229, 678]
map-hormuz bbox=[46, 1650, 187, 1750]
headline: ನನ್ನ ಕಚೇರಿಯಲ್ಲಿ ಒಂದು ಗಂಟೆ ಇರಲಿ: ಸೋಮಣ್ಣ bbox=[46, 315, 380, 338]
sign-kumbha: ♒ ಕುಂಭ ಹಣಕಾಸಿನ ವಿಚಾರದಲ್ಲಿ ಎಚ್ಚರಿಕೆ. ಆರೋಗ್ಯ ಗಮನಿಸಿ. bbox=[193, 1124, 328, 1166]
graduates-body: 64 ಚಿನ್ನದ ಪದಕ ಒಳಗೊಂಡಂತೆ 71 ವಿದ್ಯಾರ್ಥಿಗಳು ರ‍್ಯಾಂಕ್, 23 ಪಿಎಚ್.ಡಿ. ವಿದ್ಯಾರ್ಥಿಗಳು, 7,484 ಸ್ನಾತಕೋತ್ತರ ಪದವಿ, 29,880 ಪದವಿ ವಿದ್ಯಾರ್ಥಿಗಳು ಸೇರಿ 37,393 ಜನರಿಗೆ ಪದವಿ ಪ್ರದಾನ ಮಾಡಲಾಯಿತು. bbox=[597, 1096, 832, 1155]
sign-tula: ♎ ತುಲಾ ನಿಮ್ಮ ಗುಣಾತ್ಮಕ ನಡವಳಿಕೆಯಿಂದ ಯಶ. ಬಹುಬೇಗ ಕಾರ್ಯ ಸಾಧನೆ. bbox=[193, 873, 328, 928]
sign-icon: ♌ bbox=[46, 1124, 71, 1148]
callout-body: ಭಾರತೀಯ ಶಸ್ತ್ರಾಸ್ತ್ರಗಳ ಪ್ರಾಬಲ್ಯ ವಿಸ್ತರಣೆಯಿಂದ ಅವು ಉನ್ನತ ಮಟ್ಟದ ತಂತ್ರಜ್ಞಾನ ಹೊಂದಿವೆ. ಹಲವು ದೇಶಗಳು ನಮ್ಮ ಉತ್ಪನ್ನಗಳನ್ನು ಖರೀದಿಸುತ್ತಿವೆ. ಸುಧಾರಿತ ತಂತ್ರಜ್ಞಾನಗಳು ನಮ್ಮ ರಕ್ಷಣೆಯನ್ನು ಹೆಚ್ಚಿಸುತ್ತವೆ ಎಂದು ಡಾ. ಬಿನಯ್‌ಕುಮಾರ್ ದಾಸ್ ತಿಳಿಸಿದರು. bbox=[598, 938, 1100, 967]
headline: ಅಭಿವೃದ್ಧಿ ಶೂನ್ಯ ಸರ್ಕಾರ: ಅಶೋಕ bbox=[1028, 145, 1322, 176]
sign-icon: ♒ bbox=[193, 1124, 218, 1148]
reg-dot bbox=[576, 2358, 586, 2368]
bullet-icon bbox=[71, 588, 80, 597]
headline: ನಾಳೆ ಟ್ರಂಪ್ ಗಡುವು bbox=[116, 1762, 259, 1787]
spark-icon: ✸ bbox=[252, 494, 278, 530]
headline: ದೊಡ್ಡ ಆರ್ಥಿಕ ಶಕ್ತಿ ಭಾರತ bbox=[341, 503, 941, 583]
reg-dot bbox=[975, 2358, 985, 2368]
sign-icon: ♏ bbox=[193, 939, 218, 963]
sign-icon: ♑ bbox=[193, 1071, 218, 1096]
sign-icon: ♈ bbox=[46, 873, 71, 897]
story-trump bbox=[46, 1758, 328, 1969]
body: ಇಸ್ಲಾಮಾಬಾದ್: ಆರ್ಥಿಕ ಸಂಕಷ್ಟದಲ್ಲಿರುವ ಪಾಕಿಸ್ತಾನದಿಂದ ಯುಎಇ ತನ್ನ ದೊಡ್ಡ ಸಾಲವನ್ನು ವಸೂಲಿ ಮಾಡಿದೆ. ಪಾಕ್ ಸೆಂಟ್ರಲ್ ಬ್ಯಾಂಕ್‌ನಲ್ಲಿ ಇರಿಸಿದ್ದ ಠೇವಣಿಯನ್ನು ಯುಎಇ ಹಿಂಪಡೆದಿದೆ. ಇದರಿಂದ ಪಾಕಿಸ್ತಾನದ ವಿದೇಶಿ ವಿನಿಮಯ ಸಂಗ್ರಹ ಮತ್ತಷ್ಟು ಕುಸಿತ ಕಂಡಿದೆ ಎಂದು ವರದಿಗಳು ತಿಳಿಸಿವೆ. ಐಎಂಎಫ್ ಯೋಜನೆಯಲ್ಲಿ ನಿಶ್ಚಿತವಲ್ಲ: ಅಂತರಾಷ್ಟ್ರೀಯ ಹಣಕಾಸು ನಿಧಿ (ಐಎಂಎಫ್) ಯೋಜನೆಯ ಅಡಿಯಲ್ಲಿ ಪಾಕಿಸ್ತಾನಕ್ಕೆ ಬ್ಯಾಂಕ್ ಸಹಾಯಧನ ದೊರೆಯುವ ಸಾಧ್ಯತೆ ಕಡಿಮೆ. ಮೂರು ಶತಕೋಟಿ ಡಾಲರ್: ಯುಎಇ ಮೂರು ಶತಕೋಟಿ ಡಾಲರ್ ಹಣವನ್ನು ವಸೂಲಿ ಮಾಡಿದೆ. ಸೌದಿ ಅರೇಬಿಯಾ ಕೂಡ ತನ್ನ ಸಾಲದ ಕುರಿತು ಮರುಪರಿಶೀಲನೆ ನಡೆಸುತ್ತಿದೆ. ಹಲವು ಸಾಲ ವಾಪಸಾತಿಗೆ ಸಜ್ಜು: ಒಟ್ಟು 3.5 ಶತಕೋಟಿ ಡಾಲರ್ ಸಾಲವನ್ನು ಮರುಪಾವತಿ ಮಾಡಬೇಕಿದೆ. 1996-97ರಲ್ಲೇ ಇಂತಹ ಪರಿಸ್ಥಿತಿ ಉಂಟಾಗಿತ್ತು ಎಂದು ತಜ್ಞರು ತಿಳಿಸಿದ್ದಾರೆ. bbox=[883, 1365, 1495, 1457]
cartoonist-signature: ಸತ್ಯನಾರಾಯಣ bbox=[632, 439, 673, 449]
horoscope-grid bbox=[46, 873, 328, 1230]
reg-dot bbox=[161, 2358, 172, 2368]
page-number: ೦೪ bbox=[111, 98, 157, 147]
sign-dhanu: ♐ ಧನು ವ್ಯವಹಾರದಲ್ಲಿ ಲಾಭ. ಆಪ್ತರೊಂದಿಗೆ ಬಾಂಧವ್ಯ ಬಲ. bbox=[193, 1005, 328, 1060]
